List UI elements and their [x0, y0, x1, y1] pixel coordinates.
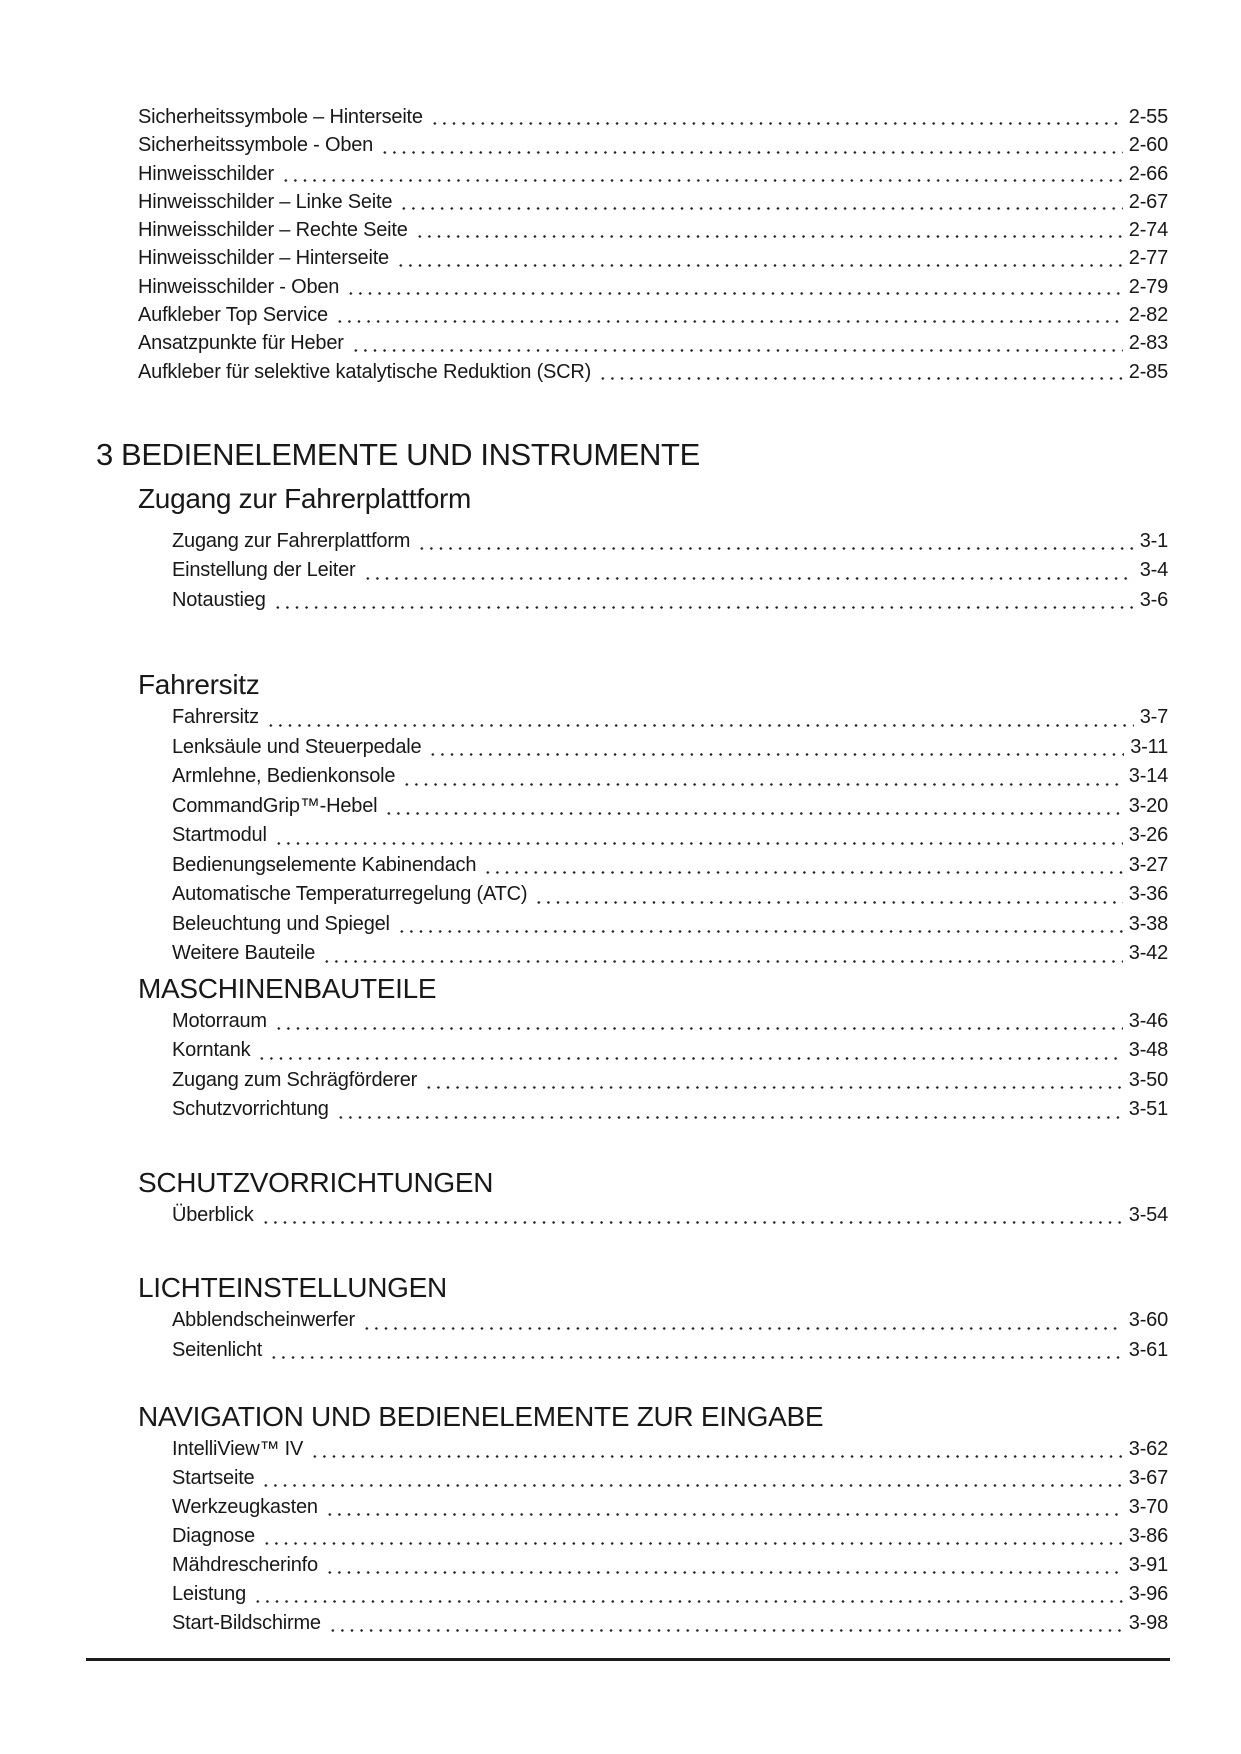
- page-number: 3-14: [1128, 765, 1168, 788]
- page-number: 3-86: [1128, 1525, 1168, 1548]
- toc-entry-label: Diagnose: [172, 1525, 255, 1548]
- toc-entry[interactable]: [172, 1580, 1168, 1609]
- section-heading: NAVIGATION UND BEDIENELEMENTE ZUR EINGABE: [138, 1401, 824, 1433]
- page-number: 2-55: [1128, 106, 1168, 128]
- section-entries: [172, 1435, 1168, 1637]
- section-heading: Zugang zur Fahrerplattform: [138, 482, 472, 514]
- toc-entry[interactable]: [138, 188, 1168, 216]
- dot-leader: [397, 910, 1123, 940]
- dot-leader: [399, 188, 1122, 216]
- dot-leader: [335, 301, 1123, 329]
- page-number: 2-67: [1128, 190, 1168, 213]
- page-number: 2-66: [1128, 162, 1168, 185]
- section-heading: SCHUTZVORRICHTUNGEN: [138, 1166, 494, 1198]
- toc-entry[interactable]: [172, 762, 1168, 792]
- page-number: 3-61: [1128, 1338, 1168, 1361]
- toc-section-lichteinstellungen: [0, 1270, 1241, 1365]
- toc-entry[interactable]: [172, 880, 1168, 910]
- dot-leader: [261, 1464, 1122, 1493]
- toc-top-block: [138, 103, 1168, 386]
- toc-entry[interactable]: [172, 733, 1168, 763]
- toc-entry-label: Automatische Temperaturregelung (ATC): [172, 883, 528, 906]
- toc-entry-label: Start-Bildschirme: [172, 1611, 321, 1634]
- toc-section-schutzvorrichtungen: [0, 1165, 1241, 1231]
- page-number: 3-50: [1128, 1068, 1168, 1091]
- dot-leader: [325, 1551, 1123, 1580]
- toc-entry-label: CommandGrip™-Hebel: [172, 794, 378, 817]
- dot-leader: [336, 1095, 1123, 1125]
- dot-leader: [415, 216, 1123, 244]
- toc-entry[interactable]: [172, 1493, 1168, 1522]
- toc-entry-label: Armlehne, Bedienkonsole: [172, 765, 396, 788]
- page-number: 3-42: [1128, 942, 1168, 965]
- toc-entry[interactable]: [172, 792, 1168, 822]
- page-number: 3-7: [1139, 706, 1168, 729]
- toc-entry[interactable]: [172, 1551, 1168, 1580]
- toc-section-navigation-und-bedienelemente: [0, 1399, 1241, 1637]
- toc-entry[interactable]: [172, 939, 1168, 969]
- toc-entry[interactable]: [172, 1336, 1168, 1366]
- page-number: 3-60: [1128, 1309, 1168, 1332]
- dot-leader: [380, 131, 1123, 159]
- toc-entry-label: Seitenlicht: [172, 1338, 263, 1361]
- toc-entry[interactable]: [172, 1007, 1168, 1037]
- dot-leader: [534, 880, 1122, 910]
- toc-entry[interactable]: [172, 556, 1168, 586]
- toc-entry-label: Hinweisschilder – Hinterseite: [138, 247, 389, 270]
- page-number: 2-79: [1128, 275, 1168, 298]
- dot-leader: [274, 1007, 1123, 1037]
- toc-entry[interactable]: [172, 1464, 1168, 1493]
- dot-leader: [325, 1493, 1123, 1522]
- page-number: 2-85: [1128, 360, 1168, 383]
- toc-entry-label: Korntank: [172, 1039, 251, 1062]
- page-number: 2-82: [1128, 304, 1168, 327]
- toc-entry-label: Ansatzpunkte für Heber: [138, 332, 344, 355]
- toc-entry[interactable]: [172, 851, 1168, 881]
- section-entries: [172, 703, 1168, 969]
- toc-entry-label: Startmodul: [172, 824, 267, 847]
- section-heading: MASCHINENBAUTEILE: [138, 972, 437, 1004]
- toc-section-zugang-zur-fahrerplattform: [0, 481, 1241, 616]
- page-number: 3-38: [1128, 912, 1168, 935]
- toc-entry-label: Hinweisschilder – Rechte Seite: [138, 219, 408, 242]
- dot-leader: [417, 527, 1133, 557]
- dot-leader: [384, 792, 1122, 822]
- toc-entry-label: Schutzvorrichtung: [172, 1098, 329, 1121]
- page-number: 2-83: [1128, 332, 1168, 355]
- toc-entry[interactable]: [172, 821, 1168, 851]
- toc-section-maschinenbauteile: [0, 971, 1241, 1125]
- dot-leader: [396, 244, 1123, 272]
- toc-entry-label: Hinweisschilder – Linke Seite: [138, 190, 393, 213]
- dot-leader: [310, 1435, 1123, 1464]
- page-number: 3-48: [1128, 1039, 1168, 1062]
- page-number: 3-67: [1128, 1467, 1168, 1490]
- section-entries: [172, 527, 1168, 616]
- page-number: 2-74: [1128, 219, 1168, 242]
- dot-leader: [257, 1036, 1122, 1066]
- dot-leader: [362, 1306, 1123, 1336]
- dot-leader: [262, 1522, 1123, 1551]
- dot-leader: [261, 1201, 1123, 1231]
- page-number: 2-60: [1128, 134, 1168, 157]
- page-number: 3-96: [1128, 1583, 1168, 1605]
- toc-entry[interactable]: [172, 1066, 1168, 1096]
- page-number: 3-54: [1128, 1203, 1168, 1226]
- toc-entry[interactable]: [172, 1095, 1168, 1125]
- dot-leader: [430, 103, 1123, 131]
- dot-leader: [274, 821, 1123, 851]
- toc-entry[interactable]: [138, 273, 1168, 301]
- toc-entry[interactable]: [138, 160, 1168, 188]
- dot-leader: [281, 160, 1123, 188]
- toc-section-fahrersitz: [0, 667, 1241, 969]
- toc-entry[interactable]: [138, 301, 1168, 329]
- toc-entry-label: Weitere Bauteile: [172, 942, 316, 965]
- page-number: 3-11: [1130, 735, 1168, 758]
- page-number: 3-46: [1128, 1009, 1168, 1032]
- toc-entry[interactable]: [172, 1201, 1168, 1231]
- dot-leader: [598, 358, 1123, 386]
- page-number: 3-1: [1139, 529, 1168, 552]
- page-number: 3-91: [1128, 1554, 1168, 1577]
- dot-leader: [424, 1066, 1123, 1096]
- chapter-heading: 3 BEDIENELEMENTE UND INSTRUMENTE: [96, 436, 700, 472]
- dot-leader: [322, 939, 1123, 969]
- dot-leader: [253, 1580, 1123, 1609]
- page-number: 3-98: [1128, 1611, 1168, 1634]
- toc-entry-label: Abblendscheinwerfer: [172, 1309, 355, 1332]
- section-entries: [172, 1201, 1168, 1231]
- toc-entry-label: Sicherheitssymbole - Oben: [138, 134, 374, 157]
- toc-entry[interactable]: [172, 1306, 1168, 1336]
- dot-leader: [363, 556, 1134, 586]
- page-number: 3-70: [1128, 1496, 1168, 1519]
- page-number: 3-20: [1128, 794, 1168, 817]
- dot-leader: [266, 703, 1134, 733]
- section-heading: Fahrersitz: [138, 669, 260, 701]
- section-entries: [172, 1306, 1168, 1365]
- toc-entry-label: Überblick: [172, 1203, 254, 1226]
- toc-entry[interactable]: [138, 329, 1168, 357]
- toc-entry-label: Bedienungselemente Kabinendach: [172, 853, 477, 876]
- toc-entry-label: Startseite: [172, 1467, 255, 1490]
- dot-leader: [483, 851, 1123, 881]
- dot-leader: [269, 1336, 1123, 1366]
- toc-entry-label: Aufkleber Top Service: [138, 304, 328, 327]
- dot-leader: [402, 762, 1122, 792]
- section-entries: [172, 1007, 1168, 1125]
- toc-entry[interactable]: [172, 1036, 1168, 1066]
- toc-entry-label: IntelliView™ IV: [172, 1438, 304, 1461]
- page-number: 3-51: [1128, 1098, 1168, 1121]
- page-number: 3-4: [1139, 559, 1168, 582]
- toc-entry-label: Werkzeugkasten: [172, 1496, 318, 1519]
- dot-leader: [351, 329, 1123, 357]
- toc-entry-label: Hinweisschilder - Oben: [138, 275, 340, 298]
- dot-leader: [273, 586, 1134, 616]
- page-number: 2-77: [1128, 247, 1168, 270]
- toc-entry[interactable]: [138, 244, 1168, 272]
- toc-entry-label: Motorraum: [172, 1009, 267, 1032]
- dot-leader: [328, 1609, 1123, 1638]
- toc-entry-label: Notaustieg: [172, 588, 266, 611]
- page-number: 3-6: [1139, 588, 1168, 611]
- toc-entry-label: Zugang zum Schrägförderer: [172, 1068, 418, 1091]
- toc-entry[interactable]: [172, 910, 1168, 940]
- toc-entry[interactable]: [172, 527, 1168, 557]
- toc-entry[interactable]: [138, 131, 1168, 159]
- toc-entry-label: Hinweisschilder: [138, 162, 274, 185]
- toc-entry-label: Sicherheitssymbole – Hinterseite: [138, 106, 423, 128]
- toc-entry-label: Lenksäule und Steuerpedale: [172, 735, 422, 758]
- section-heading: LICHTEINSTELLUNGEN: [138, 1272, 447, 1304]
- page-number: 3-27: [1128, 853, 1168, 876]
- toc-entry[interactable]: [138, 358, 1168, 386]
- toc-entry[interactable]: [172, 1522, 1168, 1551]
- toc-entry-label: Beleuchtung und Spiegel: [172, 912, 390, 935]
- toc-entry-label: Einstellung der Leiter: [172, 559, 356, 582]
- toc-entry-label: Leistung: [172, 1583, 247, 1605]
- toc-entry[interactable]: [172, 1609, 1168, 1638]
- page-number: 3-62: [1128, 1438, 1168, 1461]
- toc-entry[interactable]: [138, 216, 1168, 244]
- toc-entry-label: Mähdrescherinfo: [172, 1554, 318, 1577]
- toc-entry[interactable]: [138, 103, 1168, 131]
- toc-entry-label: Aufkleber für selektive katalytische Reduktion (SCR): [138, 360, 592, 383]
- dot-leader: [428, 733, 1124, 763]
- page-bottom-rule: [86, 1658, 1170, 1661]
- dot-leader: [346, 273, 1123, 301]
- toc-entry[interactable]: [172, 703, 1168, 733]
- page-number: 3-36: [1128, 883, 1168, 906]
- toc-entry[interactable]: [172, 1435, 1168, 1464]
- page-number: 3-26: [1128, 824, 1168, 847]
- toc-entry[interactable]: [172, 586, 1168, 616]
- toc-entry-label: Fahrersitz: [172, 706, 259, 729]
- toc-entry-label: Zugang zur Fahrerplattform: [172, 529, 411, 552]
